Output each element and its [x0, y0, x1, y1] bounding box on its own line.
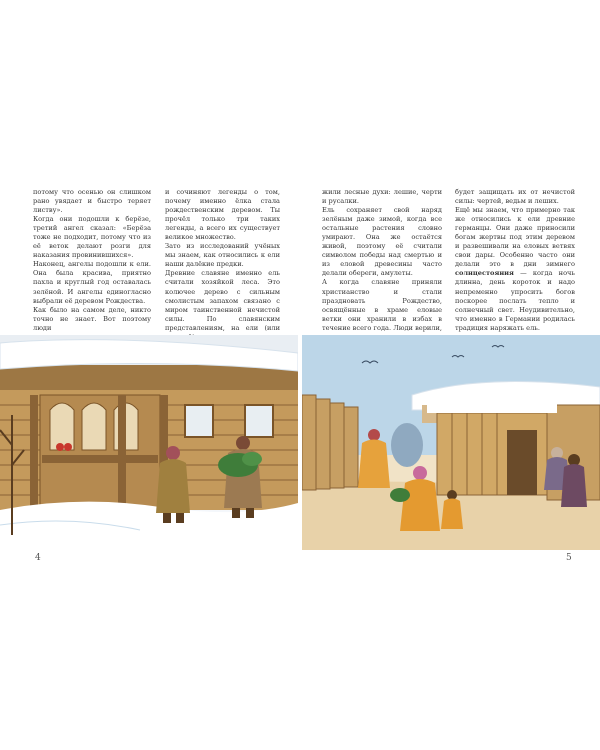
text-column-1: потому что осенью он слишком рано увядает и быстро теряет листву». Когда они подошли к берёзе, третий ангел сказал: «Берёза тоже не подходит, потому что из её веток делают розги для наказания провинившихся». Наконец, ангелы подошли к ели. Она была красива, приятно пахла и круглый год оставалась зелёной. И ангелы единогласно выбрали её деревом Рождества. Как было на самом деле, никто точно не знает. Вот поэтому люди: [33, 188, 151, 332]
illustration-right-yard-scene: [302, 335, 600, 550]
text-column-4-part-a: будет защищать их от нечистой силы: чертей, ведьм и леших. Ещё мы знаем, что примерно так же относились к ели древние германцы. Они даже приносили богам жертвы под этим деревом и развешивали на еловых ветвях свои дары. Особенно часто они делали это в дни зимнего: [455, 188, 575, 269]
text-column-4-part-b: — когда ночь длинна, день короток и надо непременно упросить богов поскорее послать тепло и солнечный свет. Неудивительно, что именно в Германии родилась традиция наряжать ель.: [455, 269, 575, 332]
text-column-4: [455, 188, 575, 333]
page-number-left: 4: [35, 553, 41, 563]
solstice-term: солнцестояния: [455, 269, 514, 278]
text-column-2: и сочиняют легенды о том, почему именно ёлка стала рождественским деревом. Ты прочёл только три таких легенды, а всего их существует великое множество. Зато из исследований учёных мы знаем, как относились к ели наши далёкие предки. Древние славяне именно ель считали хозяйкой леса. Это колючее дерево с сильным смолистым запахом связано с миром таинственной нечистой силы. По славянским представлениям, на ели (или: [165, 188, 280, 332]
illustration-left-house-scene: [0, 335, 298, 550]
page-number-right: 5: [566, 553, 572, 563]
text-column-3: жили лесные духи: лешие, черти и русалки. Ель сохраняет свой наряд зелёным даже зимой, когда все остальные растения словно умирают. Она же остаётся живой, поэтому её считали символом победы над смертью и из еловой древесины часто делали обереги, амулеты. А когда славяне приняли христианство и стали праздновать Рождество, освящённые в храме еловые ветки они хранили в избах в течение всего года. Люди верили,: [322, 188, 442, 332]
